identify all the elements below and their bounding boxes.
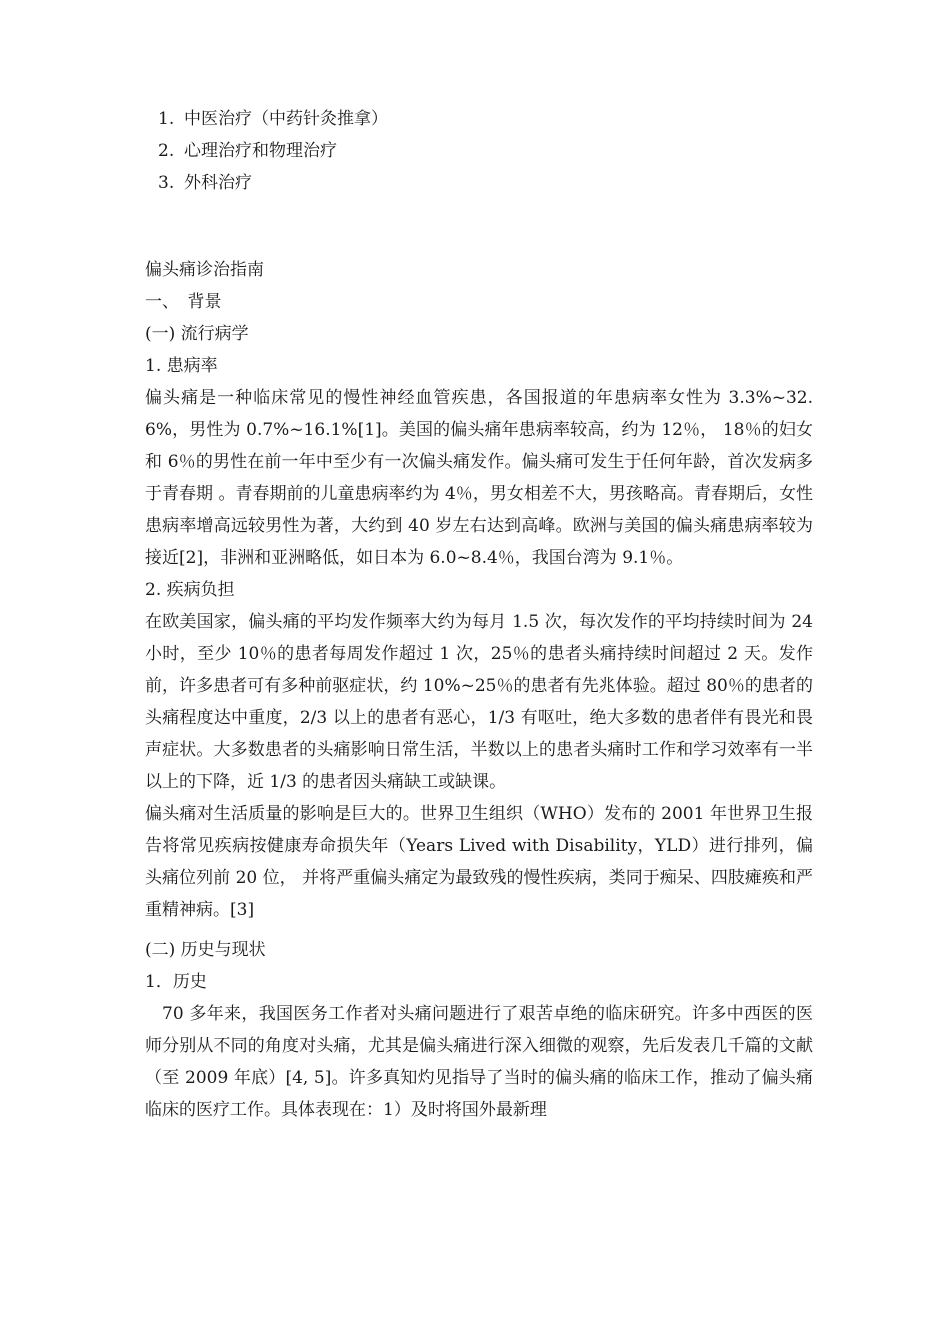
list-text: 中医治疗（中药针灸推拿） <box>184 109 388 129</box>
list-number: 3. <box>158 173 175 193</box>
list-number: 2. <box>158 141 175 161</box>
subsection-heading-epidemiology: (一) 流行病学 <box>145 324 249 344</box>
list-item <box>158 103 388 135</box>
subsection-heading-history: (二) 历史与现状 <box>145 940 266 960</box>
document-body <box>145 254 813 1126</box>
item-heading-disease-burden: 2. 疾病负担 <box>145 580 235 600</box>
paragraph-quality-of-life: 偏头痛对生活质量的影响是巨大的。世界卫生组织（WHO）发布的 2001 年世界卫生报告将常见疾病按健康寿命损失年（Years Lived with Disability，YLD）进行排列，偏头痛位列前 20 位， 并将严重偏头痛定为最致残的慢性疾病，类同于痴呆、四肢瘫痪和严重精神病。[3] <box>145 804 813 920</box>
treatment-list <box>158 103 388 199</box>
list-text: 心理治疗和物理治疗 <box>184 141 337 161</box>
document-title: 偏头痛诊治指南 <box>145 260 264 280</box>
paragraph-history: 70 多年来，我国医务工作者对头痛问题进行了艰苦卓绝的临床研究。许多中西医的医师分别从不同的角度对头痛，尤其是偏头痛进行深入细微的观察，先后发表几千篇的文献（至 2009 年底）[4, 5]。许多真知灼见指导了当时的偏头痛的临床工作，推动了偏头痛临床的医疗工作。具体表现在：1）及时将国外最新理 <box>145 1004 813 1120</box>
paragraph-prevalence: 偏头痛是一种临床常见的慢性神经血管疾患，各国报道的年患病率女性为 3.3%~32.6%，男性为 0.7%~16.1%[1]。美国的偏头痛年患病率较高，约为 12％， 18％的妇女和 6％的男性在前一年中至少有一次偏头痛发作。偏头痛可发生于任何年龄，首次发病多于青春期 。青春期前的儿童患病率约为 4％，男女相差不大，男孩略高。青春期后，女性患病率增高远较男性为著，大约到 40 岁左右达到高峰。欧洲与美国的偏头痛患病率较为接近[2]，非洲和亚洲略低，如日本为 6.0~8.4％，我国台湾为 9.1％。 <box>145 388 813 568</box>
list-text: 外科治疗 <box>184 173 252 193</box>
section-heading-background: 一、 背景 <box>145 292 222 312</box>
item-heading-history: 1．历史 <box>145 972 207 992</box>
list-item <box>158 167 388 199</box>
list-item <box>158 135 388 167</box>
paragraph-disease-burden: 在欧美国家，偏头痛的平均发作频率大约为每月 1.5 次，每次发作的平均持续时间为 24 小时，至少 10％的患者每周发作超过 1 次，25％的患者头痛持续时间超过 2 天。发作前，许多患者可有多种前驱症状，约 10%~25％的患者有先兆体验。超过 80％的患者的头痛程度达中重度，2/3 以上的患者有恶心，1/3 有呕吐，绝大多数的患者伴有畏光和畏声症状。大多数患者的头痛影响日常生活，半数以上的患者头痛时工作和学习效率有一半以上的下降，近 1/3 的患者因头痛缺工或缺课。 <box>145 612 813 792</box>
item-heading-prevalence: 1. 患病率 <box>145 356 218 376</box>
list-number: 1. <box>158 109 175 129</box>
